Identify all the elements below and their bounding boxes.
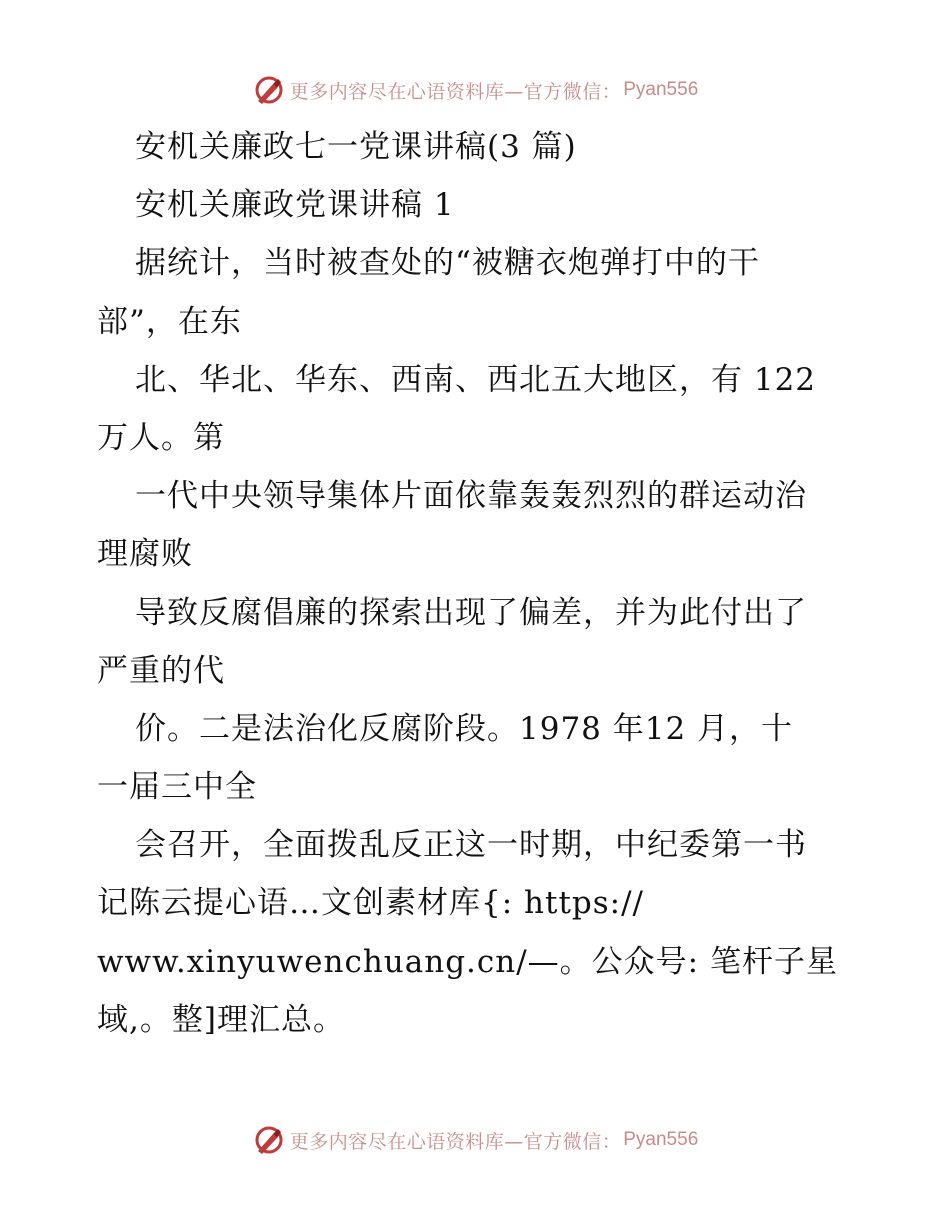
text-line: 导致反腐倡廉的探索出现了偏差，并为此付出了 xyxy=(135,594,807,631)
text-line: 记陈云提心语…文创素材库{: https:// xyxy=(97,885,644,922)
text-line: 严重的代 xyxy=(97,652,225,689)
header-watermark-banner xyxy=(0,70,950,110)
text-line: 域,。整]理汇总。 xyxy=(97,1001,345,1038)
footer-watermark-banner xyxy=(0,1120,950,1160)
wechat-id: Pyan556 xyxy=(623,79,699,100)
wechat-id: Pyan556 xyxy=(623,1129,699,1150)
pen-logo-icon xyxy=(252,73,286,107)
text-line: 会召开，全面拨乱反正这一时期，中纪委第一书 xyxy=(135,827,807,864)
text-line: 安机关廉政七一党课讲稿(3 篇) xyxy=(135,129,577,165)
text-line: 北、华北、华东、西南、西北五大地区，有 122 xyxy=(135,361,817,398)
banner-text: 更多内容尽在心语资料库—官方微信： xyxy=(289,1130,622,1153)
text-line: 部”，在东 xyxy=(97,303,242,340)
banner-text: 更多内容尽在心语资料库—官方微信： xyxy=(289,80,622,103)
text-line: 理腐败 xyxy=(97,536,193,573)
document-body xyxy=(97,118,877,1049)
text-line: 一代中央领导集体片面依靠轰轰烈烈的群运动治 xyxy=(135,478,807,515)
text-line: 价。二是法治化反腐阶段。1978 年12 月，十 xyxy=(135,710,794,747)
text-line: 一届三中全 xyxy=(97,769,257,806)
text-line: 据统计，当时被查处的“被糖衣炮弹打中的干 xyxy=(135,245,760,282)
text-line: 安机关廉政党课讲稿 1 xyxy=(135,187,455,224)
pen-logo-icon xyxy=(252,1123,286,1157)
text-line: 万人。第 xyxy=(97,419,225,456)
text-line: www.xinyuwenchuang.cn/—。公众号: 笔杆子星 xyxy=(97,943,838,980)
